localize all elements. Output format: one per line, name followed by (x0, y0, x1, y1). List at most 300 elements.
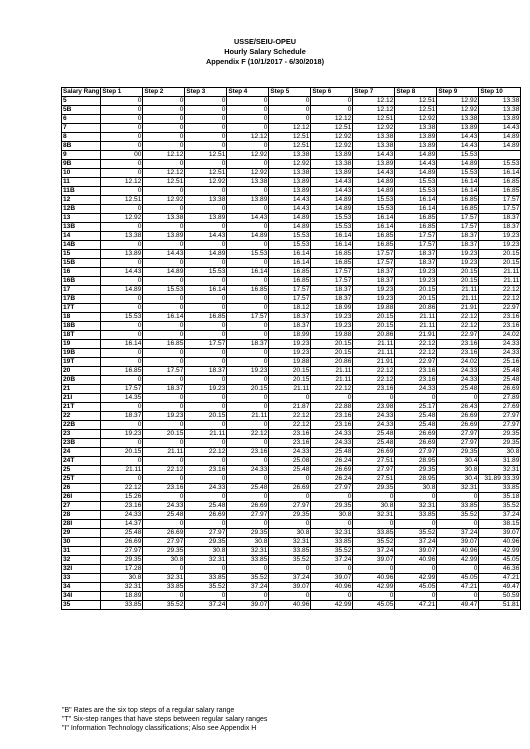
step-value-cell: 26.43 (437, 403, 479, 412)
step-value-cell: 0 (227, 439, 269, 448)
step-value-cell: 40.96 (269, 601, 311, 610)
step-value-cell: 14.89 (269, 214, 311, 223)
footnote-t-ranges: "T" Six-step ranges that have steps between regular salary ranges (62, 715, 268, 723)
step-value-cell: 40.96 (353, 574, 395, 583)
step-value-cell: 21.11 (311, 376, 353, 385)
step-value-cell: 29.35 (479, 439, 521, 448)
step-value-cell: 0 (227, 106, 269, 115)
step-value-cell: 0 (185, 115, 227, 124)
step-value-cell: 25.17 (395, 403, 437, 412)
step-value-cell: 16.85 (143, 340, 185, 349)
step-value-cell: 23.16 (101, 502, 143, 511)
step-value-cell: 0 (353, 565, 395, 574)
step-value-cell: 12.12 (101, 178, 143, 187)
step-value-cell: 26.69 (311, 466, 353, 475)
step-value-cell: 0 (101, 133, 143, 142)
step-value-cell: 16.14 (269, 259, 311, 268)
table-row (62, 556, 521, 565)
step-value-cell: 19.23 (437, 250, 479, 259)
table-row (62, 403, 521, 412)
step-value-cell: 33.85 (437, 502, 479, 511)
table-row (62, 412, 521, 421)
step-value-cell: 24.33 (353, 421, 395, 430)
step-value: 31.89 (484, 475, 501, 482)
step-value-cell: 13.89 (395, 133, 437, 142)
step-value-cell: 16.85 (479, 178, 521, 187)
step-value-cell: 33.85 (479, 484, 521, 493)
salary-range-cell: 25 (62, 466, 101, 475)
step-value-cell: 29.35 (395, 466, 437, 475)
step-value-cell: 25.48 (353, 439, 395, 448)
salary-range-cell: 34I (62, 592, 101, 601)
step-value-cell: 33.85 (143, 583, 185, 592)
table-row (62, 394, 521, 403)
table-row (62, 142, 521, 151)
step-value-cell: 20.15 (437, 277, 479, 286)
step-value-cell: 0 (143, 241, 185, 250)
step-value-cell: 0 (437, 520, 479, 529)
step-value-cell: 19.23 (395, 277, 437, 286)
step-value-cell: 18.37 (479, 223, 521, 232)
salary-range-cell: 15 (62, 250, 101, 259)
salary-range-cell: 17 (62, 286, 101, 295)
salary-range-cell: 28 (62, 511, 101, 520)
step-value-cell: 27.97 (437, 430, 479, 439)
step-value-cell: 23.16 (437, 340, 479, 349)
step-value-cell: 18.37 (269, 322, 311, 331)
step-value-cell: 37.24 (395, 538, 437, 547)
table-row (62, 493, 521, 502)
step-value-cell: 32.31 (353, 511, 395, 520)
step-value-cell: 14.43 (227, 214, 269, 223)
step-value-cell: 14.43 (101, 268, 143, 277)
step-value-cell: 0 (101, 223, 143, 232)
step-value-cell: 35.52 (311, 547, 353, 556)
step-value-cell: 16.85 (227, 286, 269, 295)
step-value-cell: 33.85 (353, 529, 395, 538)
step-value-cell: 50.59 (479, 592, 521, 601)
step-value-cell: 14.43 (143, 250, 185, 259)
step-value-cell: 0 (185, 439, 227, 448)
step-value-cell: 0 (227, 187, 269, 196)
step-value-cell: 16.14 (311, 241, 353, 250)
step-value-cell: 15.53 (479, 160, 521, 169)
step-value-cell: 14.43 (269, 196, 311, 205)
step-value-cell: 20.15 (395, 295, 437, 304)
step-value-cell: 38.15 (479, 520, 521, 529)
step-value-cell: 13.89 (143, 232, 185, 241)
step-value-cell: 0 (143, 295, 185, 304)
step-value-cell: 0 (269, 475, 311, 484)
salary-range-cell: 13B (62, 223, 101, 232)
step-value-cell: 21.11 (269, 385, 311, 394)
salary-schedule-table (61, 87, 521, 610)
step-value-cell: 0 (143, 376, 185, 385)
step-value-cell: 12.51 (269, 142, 311, 151)
step-value-cell: 12.92 (437, 97, 479, 106)
step-value-cell: 19.23 (143, 412, 185, 421)
step-value-cell: 16.85 (101, 367, 143, 376)
step-value-cell: 0 (269, 394, 311, 403)
step-value-cell: 20.86 (395, 304, 437, 313)
step-value-cell: 16.85 (353, 241, 395, 250)
step-value-cell: 33.85 (269, 547, 311, 556)
table-row (62, 106, 521, 115)
step-value-cell: 0 (437, 394, 479, 403)
step-value-cell: 12.51 (143, 178, 185, 187)
step-value-cell: 0 (227, 124, 269, 133)
step-value-cell: 0 (185, 187, 227, 196)
step-value-cell: 14.43 (437, 142, 479, 151)
step-value-cell: 0 (143, 349, 185, 358)
salary-range-cell: 15B (62, 259, 101, 268)
step-value-cell: 14.89 (395, 169, 437, 178)
step-value-cell: 21.11 (353, 349, 395, 358)
salary-range-cell: 5 (62, 97, 101, 106)
salary-range-cell: 19 (62, 340, 101, 349)
step-value-cell: 25.08 (269, 457, 311, 466)
step-value-cell: 22.12 (395, 340, 437, 349)
step-value-cell: 15.53 (437, 169, 479, 178)
step-value-cell: 18.37 (395, 250, 437, 259)
step-value-cell: 22.97 (437, 331, 479, 340)
step-value-cell: 14.89 (311, 196, 353, 205)
step-value-cell: 20.15 (269, 376, 311, 385)
step-value-cell: 12.92 (143, 196, 185, 205)
step-value-cell: 21.11 (437, 295, 479, 304)
step-value-cell: 0 (185, 241, 227, 250)
step-value-cell: 0 (227, 331, 269, 340)
table-row (62, 259, 521, 268)
step-value-cell: 0 (185, 331, 227, 340)
title-union: USSE/SEIU-OPEU (233, 37, 297, 46)
step-value-cell: 40.96 (395, 556, 437, 565)
step-value-cell: 39.07 (227, 601, 269, 610)
step-value-cell: 0 (101, 376, 143, 385)
step-value-cell: 45.05 (437, 574, 479, 583)
salary-range-cell: 23 (62, 430, 101, 439)
step-value-cell: 0 (101, 169, 143, 178)
title-appendix: Appendix F (10/1/2017 - 6/30/2018) (205, 57, 325, 66)
salary-range-cell: 18B (62, 322, 101, 331)
step-value-cell: 13.89 (269, 187, 311, 196)
step-value-cell: 30.8 (311, 511, 353, 520)
step-value-cell: 14.89 (353, 178, 395, 187)
table-row (62, 196, 521, 205)
step-value-cell: 16.14 (185, 286, 227, 295)
step-value-cell: 37.24 (437, 529, 479, 538)
salary-range-cell: 35 (62, 601, 101, 610)
step-value-cell: 12.92 (269, 160, 311, 169)
step-value-cell: 0 (437, 592, 479, 601)
step-value-cell: 17.28 (101, 565, 143, 574)
step-value-cell: 17.57 (311, 277, 353, 286)
step-value-cell: 22.97 (395, 358, 437, 367)
step-value-cell: 29.35 (479, 430, 521, 439)
step-value-cell: 16.14 (269, 250, 311, 259)
step-value-cell: 17.57 (101, 385, 143, 394)
step-value-cell: 13.38 (479, 106, 521, 115)
step-value-cell: 24.02 (437, 358, 479, 367)
footnote-i-classifications: "I" Information Technology classifications; Also see Appendix H (62, 724, 257, 732)
step-value-cell: 20.15 (227, 385, 269, 394)
step-value-cell: 14.43 (353, 169, 395, 178)
step-value-cell: 0 (227, 403, 269, 412)
step-value-cell: 0 (101, 187, 143, 196)
step-value-cell: 28.95 (395, 457, 437, 466)
step-value-cell: 20.15 (143, 430, 185, 439)
table-row (62, 583, 521, 592)
salary-range-cell: 19B (62, 349, 101, 358)
step-value-cell: 0 (143, 160, 185, 169)
salary-range-cell: 13 (62, 214, 101, 223)
step-value-cell: 13.89 (437, 124, 479, 133)
step-value-cell: 14.89 (185, 250, 227, 259)
step-value-cell: 49.47 (437, 601, 479, 610)
step-value-cell: 21.91 (395, 331, 437, 340)
step-value-cell: 37.24 (479, 511, 521, 520)
step-value-cell: 13.38 (185, 196, 227, 205)
step-value-cell: 12.12 (353, 106, 395, 115)
step-value-cell: 0 (227, 358, 269, 367)
table-row (62, 376, 521, 385)
step-value-cell: 39.07 (311, 574, 353, 583)
step-value-cell: 0 (101, 205, 143, 214)
step-value-cell: 32.31 (395, 502, 437, 511)
step-value-cell: 19.23 (479, 241, 521, 250)
table-row (62, 430, 521, 439)
step-value-cell: 22.12 (437, 322, 479, 331)
step-value-cell: 31.89 (479, 457, 521, 466)
salary-range-cell: 12B (62, 205, 101, 214)
step-value-cell: 47.21 (437, 583, 479, 592)
step-value-cell: 15.53 (395, 187, 437, 196)
overflow-value: 33.39 (502, 475, 520, 482)
step-value-cell: 24.33 (479, 349, 521, 358)
step-value-cell: 13.89 (101, 250, 143, 259)
step-value-cell: 0 (185, 304, 227, 313)
step-value-cell: 13.38 (353, 142, 395, 151)
table-row (62, 565, 521, 574)
step-value-cell: 12.12 (227, 133, 269, 142)
step-value-cell: 12.51 (185, 151, 227, 160)
step-value-cell: 19.23 (185, 385, 227, 394)
step-value-cell: 0 (101, 403, 143, 412)
step-value-cell: 0 (101, 421, 143, 430)
step-value-cell: 19.23 (437, 259, 479, 268)
step-value-cell: 24.33 (437, 376, 479, 385)
salary-range-cell: 6 (62, 115, 101, 124)
step-value-cell: 12.12 (143, 151, 185, 160)
step-value-cell: 32.31 (101, 583, 143, 592)
table-row (62, 358, 521, 367)
step-value-cell: 0 (101, 358, 143, 367)
step-value-cell: 18.37 (437, 232, 479, 241)
step-value-cell: 45.05 (395, 583, 437, 592)
step-value-cell: 25.48 (227, 484, 269, 493)
salary-range-cell: 26I (62, 493, 101, 502)
salary-range-cell: 31 (62, 547, 101, 556)
step-value-cell: 24.33 (269, 448, 311, 457)
step-value-cell: 18.37 (227, 340, 269, 349)
step-value-cell: 16.14 (227, 268, 269, 277)
step-value-cell: 23.16 (311, 421, 353, 430)
step-value-cell: 17.57 (437, 223, 479, 232)
step-value-cell: 39.07 (395, 547, 437, 556)
step-value-cell: 14.43 (311, 178, 353, 187)
step-value-cell: 14.89 (353, 187, 395, 196)
salary-range-cell: 25T (62, 475, 101, 484)
step-value-cell: 0 (143, 106, 185, 115)
step-value-cell: 12.51 (395, 106, 437, 115)
step-value-cell: 12.92 (437, 106, 479, 115)
step-value-cell: 30.8 (395, 484, 437, 493)
step-value-cell: 20.15 (311, 340, 353, 349)
step-value-cell: 0 (269, 592, 311, 601)
step-value-cell: 16.14 (395, 196, 437, 205)
step-value-cell: 0 (227, 475, 269, 484)
step-value-cell: 12.92 (311, 142, 353, 151)
step-value-cell: 17.57 (479, 205, 521, 214)
step-value-cell: 19.88 (353, 304, 395, 313)
step-value-cell: 0 (143, 565, 185, 574)
step-value-cell: 14.43 (353, 151, 395, 160)
step-value-cell: 0 (143, 187, 185, 196)
step-value-cell: 23.16 (437, 349, 479, 358)
header-step: Step 5 (269, 88, 311, 97)
step-value-cell: 39.07 (479, 529, 521, 538)
salary-range-cell: 10 (62, 169, 101, 178)
step-value-cell: 25.48 (395, 421, 437, 430)
step-value-cell: 0 (227, 160, 269, 169)
step-value-cell: 13.38 (143, 214, 185, 223)
salary-range-cell: 32 (62, 556, 101, 565)
table-row (62, 169, 521, 178)
step-value-cell: 23.16 (311, 412, 353, 421)
step-value-cell: 0 (311, 520, 353, 529)
step-value-cell: 0 (437, 493, 479, 502)
salary-range-cell: 16 (62, 268, 101, 277)
salary-range-cell: 8 (62, 133, 101, 142)
step-value-cell: 0 (227, 277, 269, 286)
step-value-cell: 35.52 (437, 511, 479, 520)
step-value-cell: 19.23 (311, 322, 353, 331)
step-value-cell: 21.11 (395, 322, 437, 331)
step-value-cell: 14.43 (269, 205, 311, 214)
header-step: Step 2 (143, 88, 185, 97)
salary-range-cell: 14 (62, 232, 101, 241)
step-value-cell: 24.33 (353, 412, 395, 421)
step-value-cell: 32.31 (479, 466, 521, 475)
step-value-cell: 19.23 (479, 232, 521, 241)
step-value-cell: 16.14 (437, 178, 479, 187)
step-value-cell: 17.57 (437, 214, 479, 223)
step-value-cell: 47.21 (479, 574, 521, 583)
step-value-cell: 13.89 (227, 196, 269, 205)
step-value-cell: 0 (143, 322, 185, 331)
step-value-cell: 27.97 (479, 421, 521, 430)
table-row (62, 241, 521, 250)
step-value-cell: 32.31 (227, 547, 269, 556)
step-value-cell: 0 (185, 421, 227, 430)
step-value-cell: 17.57 (269, 295, 311, 304)
step-value-cell: 20.15 (353, 313, 395, 322)
step-value-cell: 27.97 (269, 502, 311, 511)
step-value-cell: 0 (227, 295, 269, 304)
salary-range-cell: 11B (62, 187, 101, 196)
step-value-cell: 15.53 (143, 286, 185, 295)
step-value-cell: 0 (311, 592, 353, 601)
salary-range-cell: 23B (62, 439, 101, 448)
step-value-cell: 0 (143, 259, 185, 268)
step-value-cell: 39.07 (437, 538, 479, 547)
step-value-cell: 0 (143, 277, 185, 286)
table-row (62, 538, 521, 547)
step-value-cell: 0 (185, 349, 227, 358)
step-value-cell: 16.85 (311, 259, 353, 268)
table-row (62, 124, 521, 133)
step-value-cell: 16.85 (353, 232, 395, 241)
step-value-cell: 0 (395, 394, 437, 403)
step-value-cell: 12.92 (311, 133, 353, 142)
step-value-cell: 26.69 (395, 439, 437, 448)
step-value-cell: 24.33 (311, 439, 353, 448)
step-value-cell: 42.99 (479, 547, 521, 556)
step-value-cell: 30.4 (437, 457, 479, 466)
table-row (62, 439, 521, 448)
step-value-cell: 19.23 (269, 349, 311, 358)
table-row (62, 547, 521, 556)
table-row (62, 601, 521, 610)
step-value-cell: 15.26 (101, 493, 143, 502)
step-value-cell: 32.31 (437, 484, 479, 493)
step-value-cell: 26.69 (353, 448, 395, 457)
step-value-cell: 24.33 (395, 385, 437, 394)
step-value-cell: 22.12 (437, 313, 479, 322)
step-value-cell: 0 (143, 115, 185, 124)
step-value-cell: 14.89 (101, 286, 143, 295)
step-value-cell: 0 (185, 142, 227, 151)
step-value-cell: 26.69 (227, 502, 269, 511)
step-value-cell: 16.14 (437, 187, 479, 196)
salary-range-cell: 29 (62, 529, 101, 538)
salary-range-cell: 21I (62, 394, 101, 403)
step-value-cell: 25.48 (353, 430, 395, 439)
step-value-cell: 30.8 (353, 502, 395, 511)
table-row (62, 268, 521, 277)
step-value-cell: 0 (185, 457, 227, 466)
step-value-cell: 20.86 (311, 358, 353, 367)
step-value-cell: 0 (101, 259, 143, 268)
footnote-b-rates: "B" Rates are the six top steps of a regular salary range (62, 707, 235, 714)
step-value-cell: 17.57 (311, 268, 353, 277)
header-step: Step 6 (311, 88, 353, 97)
table-row (62, 511, 521, 520)
step-value-cell: 0 (185, 160, 227, 169)
header-step: Step 4 (227, 88, 269, 97)
step-value-cell: 14.43 (437, 133, 479, 142)
step-value-cell: 18.99 (311, 304, 353, 313)
step-value-cell: 13.89 (479, 115, 521, 124)
step-value-cell: 14.89 (269, 223, 311, 232)
step-value-cell: 0 (311, 394, 353, 403)
step-value-cell: 40.96 (479, 538, 521, 547)
step-value-cell: 0 (269, 97, 311, 106)
step-value-cell: 18.37 (101, 412, 143, 421)
salary-range-cell: 21T (62, 403, 101, 412)
step-value-cell: 0 (227, 223, 269, 232)
step-value-cell: 13.89 (269, 178, 311, 187)
